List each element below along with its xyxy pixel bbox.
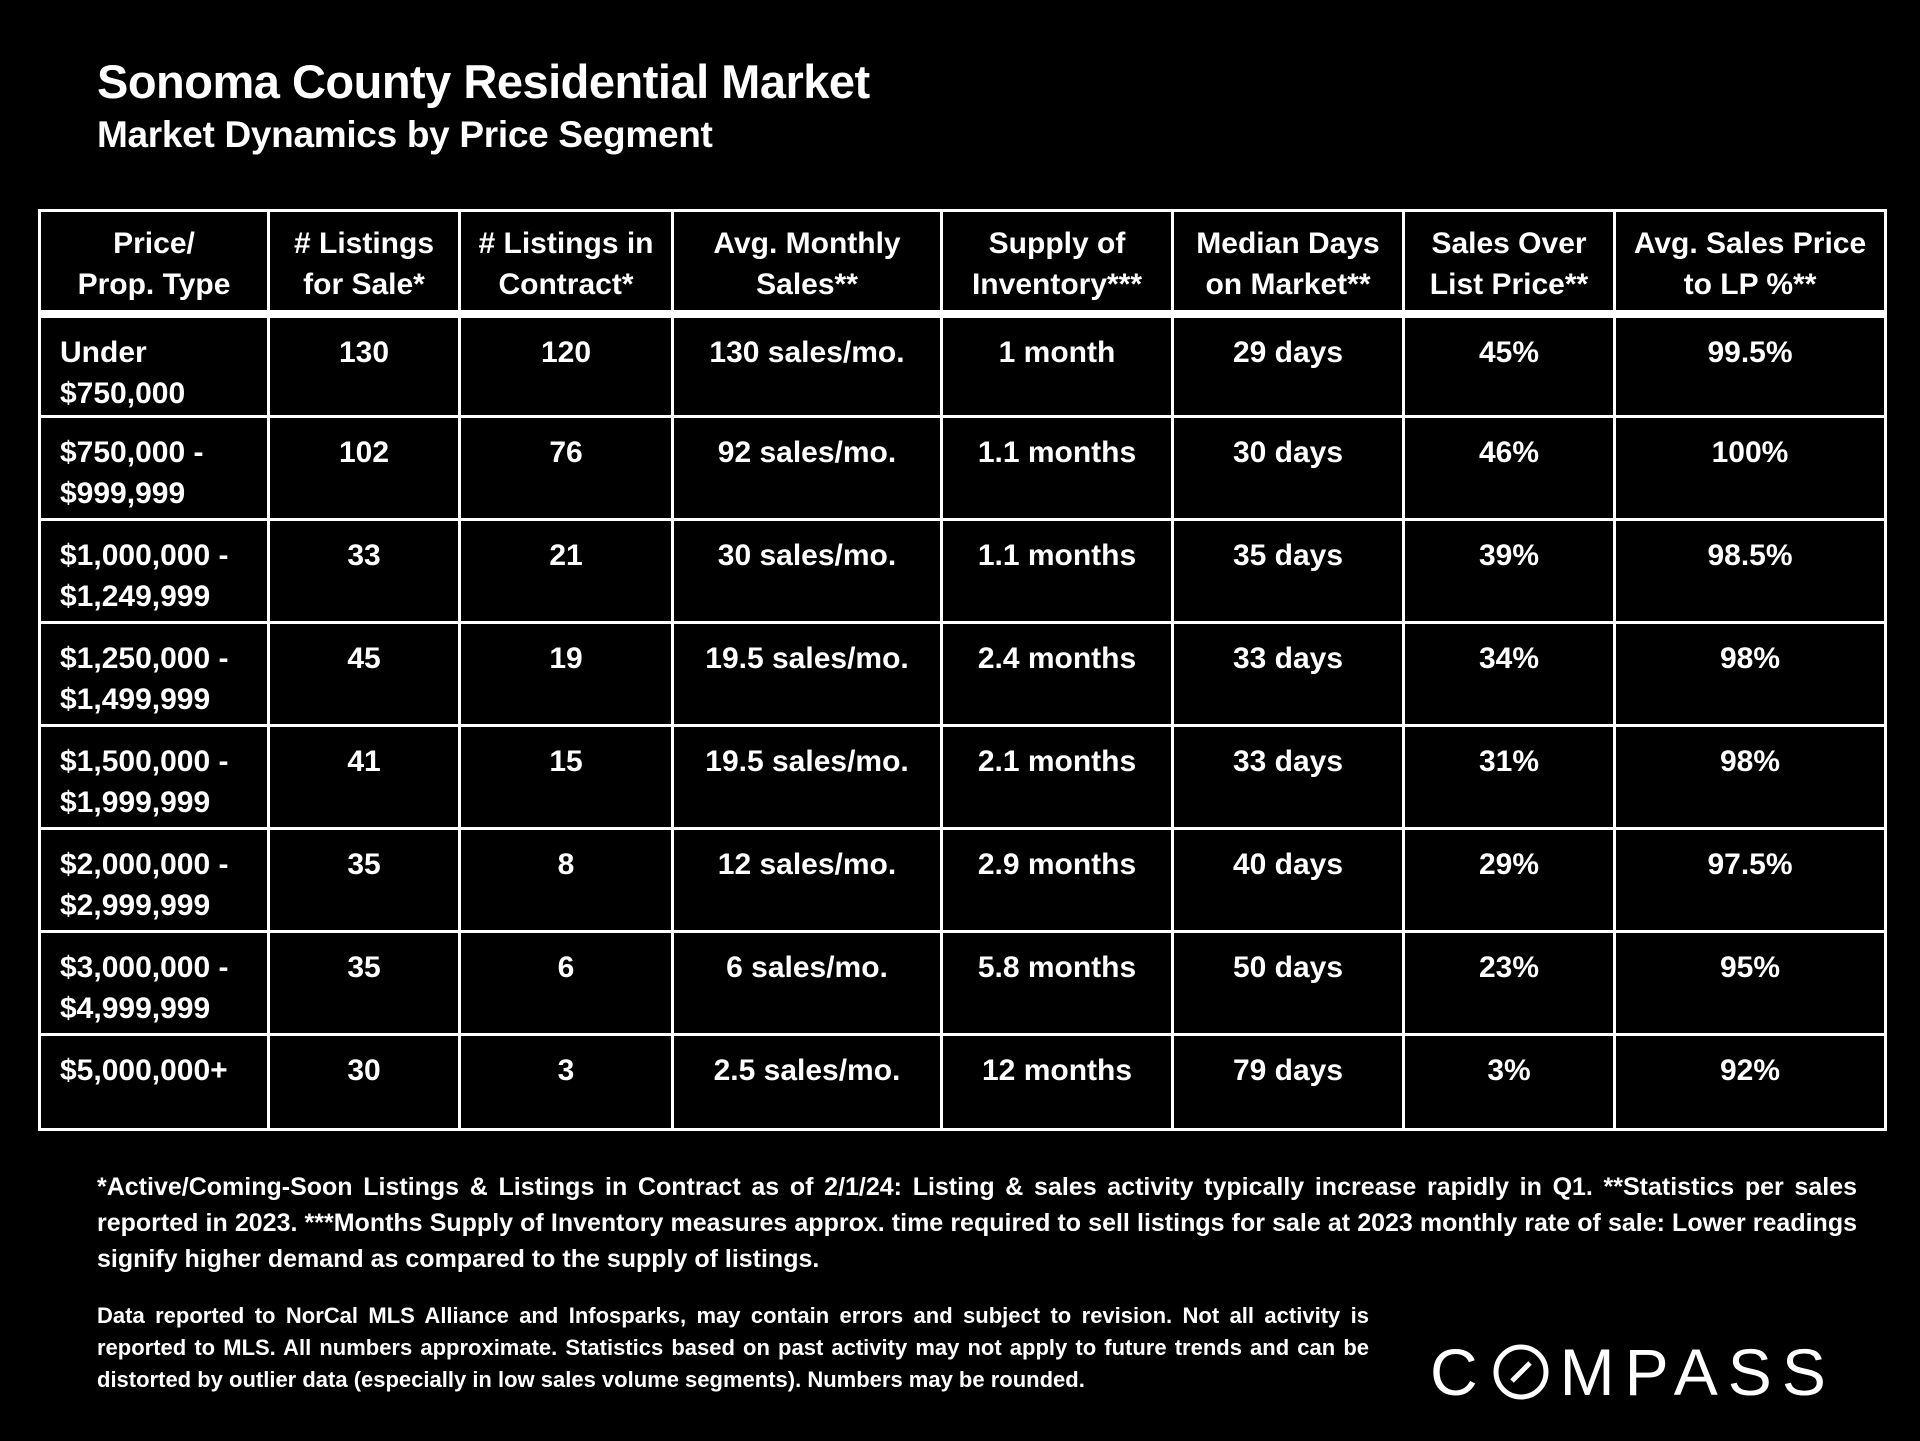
avg-monthly-sales-cell: 92 sales/mo. (673, 417, 942, 520)
column-header-line: Sales Over (1431, 227, 1587, 260)
listings-for-sale-cell: 45 (269, 623, 460, 726)
listings-for-sale-cell: 35 (269, 829, 460, 932)
sales-over-list-cell: 39% (1404, 520, 1615, 623)
table-body (40, 314, 1886, 1130)
price-segment-cell (40, 314, 269, 417)
price-segment-line: $1,999,999 (60, 786, 211, 819)
compass-logo (1430, 1335, 1836, 1409)
price-segment-cell (40, 417, 269, 520)
sales-over-list-cell: 31% (1404, 726, 1615, 829)
listings-in-contract-cell: 76 (460, 417, 673, 520)
sales-over-list-cell: 29% (1404, 829, 1615, 932)
price-segment-line: $1,500,000 - (60, 745, 229, 778)
table-row (40, 417, 1886, 520)
avg-monthly-sales-cell: 6 sales/mo. (673, 932, 942, 1035)
price-segment-cell (40, 726, 269, 829)
price-segment-cell (40, 1035, 269, 1130)
sales-price-to-lp-cell: 97.5% (1615, 829, 1886, 932)
price-segment-line: $750,000 (60, 376, 186, 410)
disclaimer: Data reported to NorCal MLS Alliance and Infosparks, may contain errors and subject to revision. Not all activity is reported to MLS. All numbers approximate. Statistics based on past activity may not apply to future trends and can be distorted by outlier data (especially in low sales volume segments). Numbers may be rounded. (97, 1303, 1369, 1392)
supply-of-inventory-cell: 1.1 months (942, 417, 1173, 520)
listings-for-sale-cell: 41 (269, 726, 460, 829)
column-header-line: Avg. Monthly (713, 227, 901, 260)
table-header-row (40, 211, 1886, 314)
supply-of-inventory-cell: 2.9 months (942, 829, 1173, 932)
supply-of-inventory-cell: 2.4 months (942, 623, 1173, 726)
price-segment-line: Under (60, 335, 147, 369)
median-days-cell: 79 days (1173, 1035, 1404, 1130)
listings-in-contract-cell: 15 (460, 726, 673, 829)
price-segment-cell (40, 623, 269, 726)
sales-price-to-lp-cell: 98% (1615, 623, 1886, 726)
listings-in-contract-cell: 3 (460, 1035, 673, 1130)
logo-o-slash-icon (1492, 1343, 1550, 1401)
sales-price-to-lp-cell: 98% (1615, 726, 1886, 829)
column-header-line: # Listings in (478, 227, 654, 260)
column-header-line: on Market** (1205, 268, 1371, 301)
market-dynamics-table (38, 209, 1887, 1131)
column-header (1404, 211, 1615, 314)
sales-price-to-lp-cell: 99.5% (1615, 314, 1886, 417)
column-header-line: Prop. Type (77, 268, 231, 301)
page-title: Sonoma County Residential Market (97, 55, 870, 108)
avg-monthly-sales-cell: 19.5 sales/mo. (673, 726, 942, 829)
avg-monthly-sales-cell: 30 sales/mo. (673, 520, 942, 623)
table-row (40, 520, 1886, 623)
column-header-line: Contract* (498, 268, 634, 301)
listings-for-sale-cell: 35 (269, 932, 460, 1035)
sales-over-list-cell: 34% (1404, 623, 1615, 726)
column-header (942, 211, 1173, 314)
table-row (40, 932, 1886, 1035)
supply-of-inventory-cell: 1.1 months (942, 520, 1173, 623)
logo-text-start: C (1430, 1335, 1488, 1409)
price-segment-line: $1,249,999 (60, 580, 211, 613)
sales-price-to-lp-cell: 92% (1615, 1035, 1886, 1130)
listings-in-contract-cell: 8 (460, 829, 673, 932)
supply-of-inventory-cell: 1 month (942, 314, 1173, 417)
column-header (269, 211, 460, 314)
table-row (40, 1035, 1886, 1130)
sales-over-list-cell: 23% (1404, 932, 1615, 1035)
median-days-cell: 50 days (1173, 932, 1404, 1035)
column-header (1173, 211, 1404, 314)
column-header-line: to LP %** (1683, 268, 1817, 301)
column-header-line: Sales** (756, 268, 858, 301)
column-header (460, 211, 673, 314)
median-days-cell: 40 days (1173, 829, 1404, 932)
listings-for-sale-cell: 33 (269, 520, 460, 623)
listings-in-contract-cell: 19 (460, 623, 673, 726)
table-row (40, 314, 1886, 417)
sales-price-to-lp-cell: 95% (1615, 932, 1886, 1035)
price-segment-cell (40, 520, 269, 623)
page-subtitle: Market Dynamics by Price Segment (97, 114, 713, 155)
table-row (40, 623, 1886, 726)
column-header-line: # Listings (293, 227, 435, 260)
price-segment-line: $999,999 (60, 477, 186, 510)
sales-over-list-cell: 3% (1404, 1035, 1615, 1130)
column-header (40, 211, 269, 314)
logo-text-end: MPASS (1559, 1335, 1836, 1409)
listings-in-contract-cell: 6 (460, 932, 673, 1035)
listings-for-sale-cell: 130 (269, 314, 460, 417)
price-segment-line: $4,999,999 (60, 992, 211, 1025)
price-segment-line: $750,000 - (60, 436, 204, 469)
median-days-cell: 30 days (1173, 417, 1404, 520)
price-segment-cell (40, 932, 269, 1035)
median-days-cell: 29 days (1173, 314, 1404, 417)
sales-over-list-cell: 45% (1404, 314, 1615, 417)
column-header-line: Inventory*** (971, 268, 1143, 301)
sales-over-list-cell: 46% (1404, 417, 1615, 520)
listings-in-contract-cell: 120 (460, 314, 673, 417)
column-header-line: for Sale* (303, 268, 425, 301)
column-header (1615, 211, 1886, 314)
column-header-line: Supply of (988, 227, 1126, 260)
listings-for-sale-cell: 102 (269, 417, 460, 520)
avg-monthly-sales-cell: 130 sales/mo. (673, 314, 942, 417)
price-segment-line: $1,000,000 - (60, 539, 229, 572)
median-days-cell: 33 days (1173, 623, 1404, 726)
price-segment-line: $2,000,000 - (60, 848, 229, 881)
price-segment-cell (40, 829, 269, 932)
median-days-cell: 33 days (1173, 726, 1404, 829)
price-segment-line: $1,250,000 - (60, 642, 229, 675)
price-segment-line: $1,499,999 (60, 683, 211, 716)
avg-monthly-sales-cell: 19.5 sales/mo. (673, 623, 942, 726)
footnote: *Active/Coming-Soon Listings & Listings in Contract as of 2/1/24: Listing & sales activity typically increase rapidly in Q1. **Statistics per sales reported in 2023. ***Months Supply of Inventory measures approx. time required to sell listings for sale at 2023 monthly rate of sale: Lower readings signify higher demand as compared to the supply of listings. (97, 1173, 1857, 1273)
column-header-line: Avg. Sales Price (1633, 227, 1867, 260)
column-header-line: Price/ (113, 227, 195, 260)
price-segment-line: $5,000,000+ (60, 1054, 228, 1087)
listings-in-contract-cell: 21 (460, 520, 673, 623)
supply-of-inventory-cell: 5.8 months (942, 932, 1173, 1035)
supply-of-inventory-cell: 2.1 months (942, 726, 1173, 829)
price-segment-line: $2,999,999 (60, 889, 211, 922)
sales-price-to-lp-cell: 100% (1615, 417, 1886, 520)
column-header-line: List Price** (1429, 268, 1589, 301)
sales-price-to-lp-cell: 98.5% (1615, 520, 1886, 623)
median-days-cell: 35 days (1173, 520, 1404, 623)
avg-monthly-sales-cell: 2.5 sales/mo. (673, 1035, 942, 1130)
price-segment-line: $3,000,000 - (60, 951, 229, 984)
table-row (40, 829, 1886, 932)
column-header (673, 211, 942, 314)
listings-for-sale-cell: 30 (269, 1035, 460, 1130)
avg-monthly-sales-cell: 12 sales/mo. (673, 829, 942, 932)
column-header-line: Median Days (1196, 227, 1380, 260)
table-row (40, 726, 1886, 829)
supply-of-inventory-cell: 12 months (942, 1035, 1173, 1130)
